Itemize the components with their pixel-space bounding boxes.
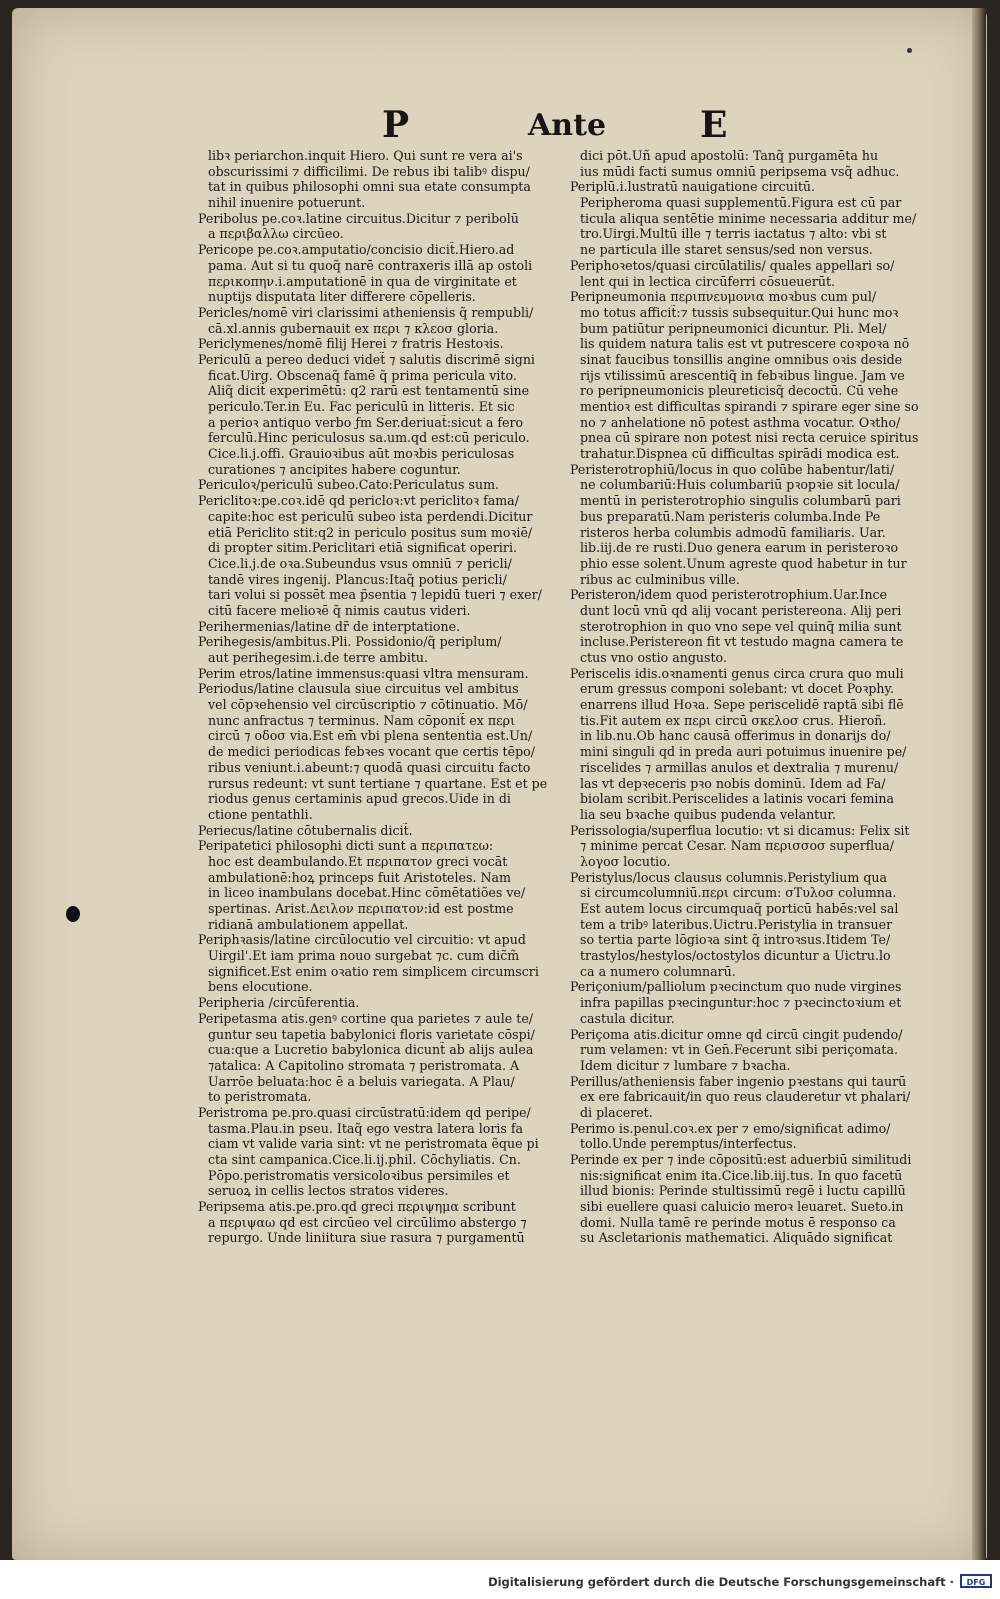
text-line: Aliq̃ dicit̃ experimētū: q2 rarū est tentamentū sine xyxy=(208,383,530,399)
text-line: cā.xl.annis gubernauit ex περι ⁊ κλεοσ gloria. xyxy=(208,320,499,336)
text-line: ticula aliqua sentētie minime necessaria additur me/ xyxy=(580,210,917,226)
text-line: Idem dicitur ⁊ lumbare ⁊ bꝛacha. xyxy=(580,1057,791,1073)
text-line: mo totus afficit̃:⁊ tussis subsequitur.Qui hunc moꝛ xyxy=(580,304,899,320)
text-line: pama. Aut si tu quoq̃ narē contraxeris illā ap ostoli xyxy=(208,257,533,273)
text-line: guntur seu tapetia babylonici floris varietate cōspi/ xyxy=(208,1026,535,1042)
text-line: a perioꝛ antiquo verbo ƒm Ser.deriuat̃:sicut a fero xyxy=(208,414,524,430)
text-line: mini singuli qd in preda auri potuimus inuenire pe/ xyxy=(580,744,907,760)
text-line: ridianā ambulationem appellat. xyxy=(208,916,409,932)
text-line: ⁊ minime percat Cesar. Nam περισσοσ superflua/ xyxy=(580,838,894,854)
text-line: lib.iij.de re rusti.Duo genera earum in peristeroꝛo xyxy=(580,540,899,556)
text-line: Cice.li.j.offi. Grauioꝛibus aūt moꝛbis periculosas xyxy=(208,446,515,462)
right-column xyxy=(570,148,930,1246)
funding-credit: Digitalisierung gefördert durch die Deutsche Forschungsgemeinschaft · xyxy=(488,1575,954,1589)
text-line: erum gressus componi solebant: vt docet Poꝛphy. xyxy=(580,681,894,697)
text-line: tollo.Unde peremptus/interfectus. xyxy=(580,1136,797,1152)
text-line: biolam scribit.Periscelides a latinis vocari femina xyxy=(580,791,895,807)
text-line: λογοσ locutio. xyxy=(580,853,671,869)
text-line: a περιβαλλω circūeo. xyxy=(208,226,344,242)
text-line: pnea cū spirare non potest nisi recta ceruice spiritus xyxy=(580,430,919,446)
text-line: enarrens illud Hoꝛa. Sepe periscelidē raptā sibi flē xyxy=(580,697,904,713)
text-line: rursus redeunt: vt sunt tertiane ⁊ quartane. Est et pe xyxy=(208,775,548,791)
entry-headword-line: Periclitoꝛ:pe.coꝛ.idē qd pericloꝛ:vt periclitoꝛ fama/ xyxy=(198,493,519,509)
text-line: sterotrophion in quo vno sepe vel quinq̃ milia sunt xyxy=(580,618,902,634)
text-line: su Ascletarionis mathematici. Aliquādo significat xyxy=(580,1230,893,1246)
text-line: Est autem locus circumquaq̃ porticū habēs:vel sal xyxy=(580,901,899,916)
entry-headword-line: Peristeron/idem quod peristerotrophium.Uar.Ince xyxy=(570,587,888,603)
text-line: curationes ⁊ ancipites habere coguntur. xyxy=(208,461,461,477)
text-line: so tertia parte lōgioꝛa sint q̃ introꝛsus.Itidem Te/ xyxy=(580,932,891,948)
text-line: repurgo. Unde liniitura siue rasura ⁊ purgamentū xyxy=(208,1230,525,1246)
text-line: ctus vno ostio angusto. xyxy=(580,650,727,665)
text-line: ca a numero columnarū. xyxy=(580,963,736,979)
text-line: ficat.Uirg. Obscenaq̃ famē q̃ prima pericula vito. xyxy=(208,367,517,383)
text-line: risteros herba columbis admodū familiaris. Uar. xyxy=(580,524,886,540)
text-line: dici pōt.Uñ apud apostolū: Tanq̃ purgamēta hu xyxy=(580,148,879,163)
punch-hole xyxy=(66,906,80,922)
text-line: dunt locū vnū qd alij vocant peristereona. Alij peri xyxy=(580,602,902,618)
text-line: domi. Nulla tamē re perinde motus ē responso ca xyxy=(580,1214,896,1230)
text-line: tis.Fit autem ex περι circū σκελοσ crus. Hieroñ. xyxy=(580,712,887,728)
text-line: ⁊atalica: A Capitolino stromata ⁊ peristromata. A xyxy=(208,1057,520,1073)
entry-headword-line: Peristerotrophiū/locus in quo colūbe habentur/lati/ xyxy=(570,461,895,477)
text-line: spertinas. Arist.Δειλον περιπατον:id est postme xyxy=(208,901,514,916)
entry-headword-line: Peribolus pe.coꝛ.latine circuitus.Dicitur ⁊ peribolū xyxy=(198,210,519,226)
text-line: lent qui in lectica circūferri cōsueuerūt. xyxy=(580,273,836,289)
entry-headword-line: Peripetasma atis.genꝰ cortine qua parietes ⁊ aule te/ xyxy=(198,1010,534,1026)
entry-headword-line: Pericles/nomē viri clarissimi atheniensis q̃ rempubli/ xyxy=(198,304,534,320)
text-line: las vt depꝛeceris pꝛo nobis dominū. Idem ad Fa/ xyxy=(580,775,886,791)
entry-headword-line: Perihegesis/ambitus.Pli. Possidonio/q̃ periplum/ xyxy=(198,634,502,650)
text-line: di placeret. xyxy=(580,1104,653,1120)
text-line: hoc est deambulando.Et περιπατον greci vocāt xyxy=(208,853,508,869)
text-line: in lib.nu.Ob hanc causā offerimus in donarijs do/ xyxy=(580,728,891,744)
text-line: tem a tribꝰ lateribus.Uictru.Peristylia in transuer xyxy=(580,916,893,932)
text-line: mentū in peristerotrophio singulis columbarū pari xyxy=(580,493,901,509)
text-line: to peristromata. xyxy=(208,1089,312,1105)
text-line: bum patiūtur peripneumonici dicuntur. Pli. Mel/ xyxy=(580,320,887,336)
text-line: bens elocutione. xyxy=(208,979,313,995)
text-line: si circumcolumniū.περι circum: σΤυλοσ columna. xyxy=(580,885,897,901)
text-line: Uarrōe beluata:hoc ē a beluis variegata. A Plau/ xyxy=(208,1073,515,1089)
entry-headword-line: Periclymenes/nomē filij Herei ⁊ fratris Hestoꝛis. xyxy=(198,336,504,352)
entry-headword-line: Periphꝛasis/latine circūlocutio vel circuitio: vt apud xyxy=(198,932,526,948)
running-head xyxy=(0,104,1000,150)
entry-headword-line: Perim etros/latine immensus:quasi vltra mensuram. xyxy=(198,665,529,681)
entry-headword-line: Perissologia/superflua locutio: vt si dicamus: Felix sit xyxy=(570,822,910,838)
text-line: aut perihegesim.i.de terre ambitu. xyxy=(208,650,429,665)
text-line: in liceo inambulans docebat.Hinc cōmētatiões ve/ xyxy=(208,885,526,901)
text-line: seruoꝝ in cellis lectos stratos videres. xyxy=(208,1183,449,1199)
text-line: ne particula ille staret sensus/sed non versus. xyxy=(580,242,873,258)
text-line: no ⁊ anhelatione nō potest asthma vocatur. Oꝛtho/ xyxy=(580,414,901,430)
text-line: ribus ac culminibus ville. xyxy=(580,571,740,587)
text-line: castula dicitur. xyxy=(580,1010,675,1026)
entry-headword-line: Periodus/latine clausula siue circuitus vel ambitus xyxy=(198,681,519,697)
text-line: mentioꝛ est difficultas spirandi ⁊ spirare eger sine so xyxy=(580,399,919,414)
text-line: incluse.Peristereon fit vt testudo magna camera te xyxy=(580,634,904,650)
text-line: nihil inuenire potuerunt. xyxy=(208,195,366,211)
entry-headword-line: Perillus/atheniensis faber ingenio pꝛestans qui taurū xyxy=(570,1073,907,1089)
running-head-center: Ante xyxy=(528,108,607,143)
text-line: Peripheroma quasi supplementū.Figura est cū par xyxy=(580,195,902,211)
text-line: circū ⁊ οδοσ via.Est em̄ vbi plena sententia est.Un/ xyxy=(208,728,533,744)
ink-speck xyxy=(907,48,912,53)
entry-headword-line: Periçonium/palliolum pꝛecinctum quo nude virgines xyxy=(570,979,902,995)
entry-headword-line: Periecus/latine cōtubernalis dicit̃. xyxy=(198,822,413,838)
text-line: etiā Periclito stit:q2 in periculo positus sum moꝛiē/ xyxy=(208,524,533,540)
text-line: de medici periodicas febꝛes vocant que certis tēpo/ xyxy=(208,744,535,760)
text-line: ciam vt valide varia sint: vt ne peristromata ẽque pi xyxy=(208,1136,539,1152)
entry-headword-line: Peristroma pe.pro.quasi circūstratū:idem qd peripe/ xyxy=(198,1104,531,1120)
text-line: lis quidem natura talis est vt putrescere coꝛpoꝛa nō xyxy=(580,336,910,352)
text-line: riodus genus certaminis apud grecos.Uide in di xyxy=(208,791,511,807)
text-line: cta sint campanica.Cice.li.ij.phil. Cōchyliatis. Cn. xyxy=(208,1152,521,1167)
entry-headword-line: Periculū a pereo deduci videt̃ ⁊ salutis discrimē signi xyxy=(198,351,535,367)
text-line: obscurissimi ⁊ difficilimi. De rebus ibi talibꝰ dispu/ xyxy=(208,163,530,179)
text-line: vel cōpꝛehensio vel circūscriptio ⁊ cōtinuatio. Mō/ xyxy=(208,697,528,713)
entry-headword-line: Periphoꝛetos/quasi circūlatilis/ quales appellari so/ xyxy=(570,257,895,273)
running-head-right: E xyxy=(700,104,728,146)
text-line: ex ere fabricauit/in quo reus clauderetur vt phalari/ xyxy=(580,1089,911,1105)
text-line: nis:significat enim ita.Cice.lib.iij.tus. In quo facetū xyxy=(580,1167,903,1183)
text-line: sibi euellere quasi caluicio meroꝛ leuaret. Sueto.in xyxy=(580,1199,904,1215)
text-line: tandē vires ingenij. Plancus:Itaq̃ potius pericli/ xyxy=(208,571,507,587)
entry-headword-line: Perinde ex per ⁊ inde cōpositū:est aduerbiū similitudi xyxy=(570,1152,912,1167)
text-line: tari volui si possēt mea p̃sentia ⁊ lepidū tueri ⁊ exer/ xyxy=(208,587,542,603)
text-line: tasma.Plau.in pseu. Itaq̃ ego vestra latera loris fa xyxy=(208,1120,524,1136)
text-line: significet.Est enim oꝛatio rem simplicem circumscri xyxy=(208,963,539,979)
entry-headword-line: Perimo is.penul.coꝛ.ex per ⁊ emo/significat adimo/ xyxy=(570,1120,891,1136)
entry-headword-line: Peripheria /circūferentia. xyxy=(198,995,360,1011)
text-line: bus preparatū.Nam peristeris columba.Inde Pe xyxy=(580,508,881,524)
text-line: cua:que a Lucretio babylonica dicunt̃ ab alijs aulea xyxy=(208,1042,534,1058)
binding-edge xyxy=(972,8,986,1560)
text-line: trastylos/hestylos/octostylos dicuntur a Uictru.lo xyxy=(580,948,891,964)
text-line: libꝛ periarchon.inquit Hiero. Qui sunt re vera ai's xyxy=(208,148,523,163)
text-line: nunc anfractus ⁊ terminus. Nam cōponit̃ ex περι xyxy=(208,712,516,728)
text-line: rijs vtilissimū arescentiq̃ in febꝛibus lingue. Jam ve xyxy=(580,367,905,383)
text-line: rum velamen: vt in Gen̄.Fecerunt sibi periçomata. xyxy=(580,1042,898,1058)
entry-headword-line: Peristylus/locus clausus columnis.Peristylium qua xyxy=(570,869,888,885)
text-line: tro.Uirgi.Multū ille ⁊ terris iactatus ⁊ alto: vbi st xyxy=(580,226,887,242)
text-line: nuptijs disputata liter differere cōpelleris. xyxy=(208,289,476,305)
text-line: illud bionis: Perinde stultissimū regē i luctu capillū xyxy=(580,1183,906,1199)
running-head-left: P xyxy=(382,104,410,146)
entry-headword-line: Pericope pe.coꝛ.amputatio/concisio dicit̃.Hiero.ad xyxy=(198,242,515,258)
text-line: ctione pentathli. xyxy=(208,806,313,822)
text-line: tat in quibus philosophi omni sua etate consumpta xyxy=(208,179,531,195)
text-line: ius mūdi facti sumus omniū peripsema vsq̃ adhuc. xyxy=(580,163,900,179)
text-line: di propter sitim.Periclitari etiā significat operiri. xyxy=(208,540,517,556)
text-line: lia seu bꝛache quibus pudenda velantur. xyxy=(580,806,836,822)
entry-headword-line: Periplū.i.lustratū nauigatione circuitū. xyxy=(570,179,816,195)
entry-headword-line: Periculoꝛ/periculū subeo.Cato:Periculatus sum. xyxy=(198,477,500,493)
text-line: ambulationē:hoꝝ princeps fuit Aristoteles. Nam xyxy=(208,869,511,885)
text-line: capite:hoc est periculū subeo ista perdendi.Dicitur xyxy=(208,508,533,524)
text-line: Pōpo.peristromatis versicoloꝛibus persimiles et xyxy=(208,1167,510,1183)
text-line: Cice.li.j.de oꝛa.Subeundus vsus omniū ⁊ pericli/ xyxy=(208,555,512,571)
text-line: ferculū.Hinc periculosus sa.um.qd est:cū periculo. xyxy=(208,430,530,446)
text-line: ne columbariū:Huis columbariū pꝛopꝛie sit locula/ xyxy=(580,477,900,493)
text-line: citū facere melioꝛē q̃ nimis cautus videri. xyxy=(208,602,471,618)
text-line: Uirgil'.Et iam prima nouo surgebat ⁊c. cum dic̃m̃ xyxy=(208,948,520,964)
text-line: periculo.Ter.in Eu. Fac periculū in litteris. Et sic xyxy=(208,399,515,414)
text-line: a περιψαω qd est circūeo vel circūlimo abstergo ⁊ xyxy=(208,1214,527,1230)
footer-bar xyxy=(0,1560,1000,1599)
entry-headword-line: Peripatetici philosophi dicti sunt a περιπατεω: xyxy=(198,838,494,854)
text-line: trahatur.Dispnea cū difficultas spirādi modica est. xyxy=(580,446,900,462)
text-line: sinat faucibus tonsillis angine omnibus oꝛis deside xyxy=(580,351,903,367)
dfg-logo: DFG xyxy=(960,1574,992,1588)
entry-headword-line: Perihermenias/latine dr̃ de interptatione. xyxy=(198,618,461,634)
entry-headword-line: Periçoma atis.dicitur omne qd circū cingit pudendo/ xyxy=(570,1026,903,1042)
text-line: ro peripneumonicis pleureticisq̃ decoctū. Cū vehe xyxy=(580,383,899,399)
text-line: riscelides ⁊ armillas anulos et dextralia ⁊ murenu/ xyxy=(580,759,899,775)
entry-headword-line: Peripsema atis.pe.pro.qd greci περιψημα scribunt xyxy=(198,1199,516,1215)
text-line: phio esse solent.Unum agreste quod habetur in tur xyxy=(580,555,907,571)
text-line: περικοπην.i.amputationē in qua de virginitate et xyxy=(208,273,517,289)
text-line: ribus veniunt.i.abeunt:⁊ quodā quasi circuitu facto xyxy=(208,759,531,775)
left-column xyxy=(198,148,576,1246)
entry-headword-line: Periscelis idis.oꝛnamenti genus circa crura quo muli xyxy=(570,665,904,681)
text-line: infra papillas pꝛecinguntur:hoc ⁊ pꝛecinctoꝛium et xyxy=(580,995,902,1011)
entry-headword-line: Peripneumonia περιπνευμονια moꝛbus cum pul/ xyxy=(570,289,877,305)
